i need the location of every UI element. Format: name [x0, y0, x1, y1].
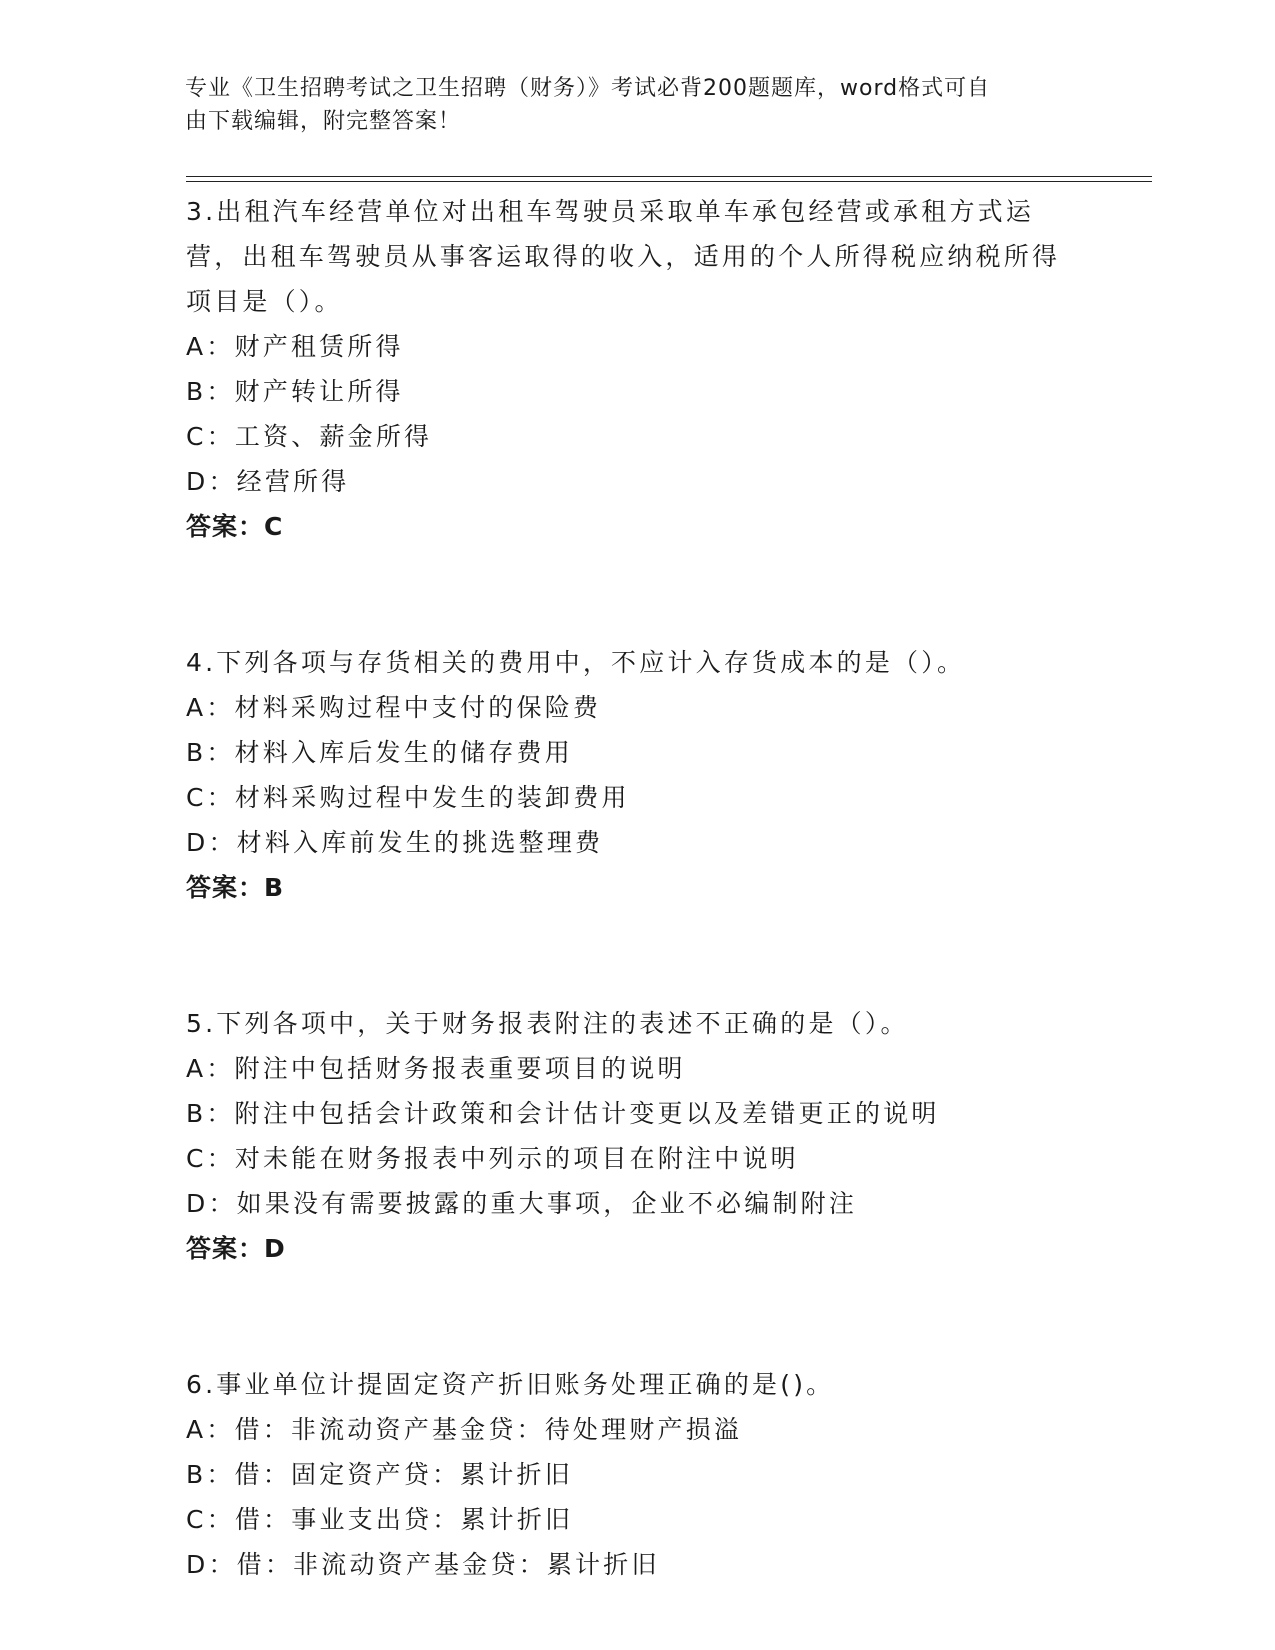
question-text: 4.下列各项与存货相关的费用中，不应计入存货成本的是（）。 — [186, 648, 966, 677]
option-b: B：借：固定资产贷：累计折旧 — [186, 1460, 573, 1489]
answer: 答案：C — [186, 512, 284, 541]
option-b: B：材料入库后发生的储存费用 — [186, 738, 573, 767]
option-a: A：材料采购过程中支付的保险费 — [186, 693, 602, 722]
option-c: C：工资、薪金所得 — [186, 422, 433, 451]
option-a: A：财产租赁所得 — [186, 332, 404, 361]
option-d: D：材料入库前发生的挑选整理费 — [186, 828, 604, 857]
option-a: A：借：非流动资产基金贷：待处理财产损溢 — [186, 1415, 743, 1444]
document-header — [185, 72, 1065, 138]
question-5 — [186, 1001, 1086, 1271]
question-text: 6.事业单位计提固定资产折旧账务处理正确的是()。 — [186, 1370, 835, 1399]
answer: 答案：B — [186, 873, 285, 902]
header-divider-top — [186, 176, 1152, 177]
question-6 — [186, 1362, 1086, 1587]
question-text: 3.出租汽车经营单位对出租车驾驶员采取单车承包经营或承租方式运营，出租车驾驶员从事客运取得的收入，适用的个人所得税应纳税所得项目是（）。 — [186, 197, 1061, 316]
header-line-1: 专业《卫生招聘考试之卫生招聘（财务）》考试必背200题题库，word格式可自 — [185, 76, 991, 101]
question-list — [186, 189, 1086, 1587]
option-d: D：经营所得 — [186, 467, 350, 496]
option-c: C：对未能在财务报表中列示的项目在附注中说明 — [186, 1144, 799, 1173]
option-c: C：材料采购过程中发生的装卸费用 — [186, 783, 630, 812]
option-b: B：财产转让所得 — [186, 377, 404, 406]
question-3 — [186, 189, 1086, 549]
option-d: D：借：非流动资产基金贷：累计折旧 — [186, 1550, 660, 1579]
spacer — [186, 910, 1086, 1001]
option-d: D：如果没有需要披露的重大事项，企业不必编制附注 — [186, 1189, 858, 1218]
answer: 答案：D — [186, 1234, 286, 1263]
option-b: B：附注中包括会计政策和会计估计变更以及差错更正的说明 — [186, 1099, 940, 1128]
header-divider-bottom — [186, 181, 1152, 182]
option-a: A：附注中包括财务报表重要项目的说明 — [186, 1054, 686, 1083]
spacer — [186, 549, 1086, 640]
spacer — [186, 1271, 1086, 1362]
header-line-2: 由下载编辑，附完整答案！ — [185, 109, 462, 134]
question-4 — [186, 640, 1086, 910]
question-text: 5.下列各项中，关于财务报表附注的表述不正确的是（）。 — [186, 1009, 909, 1038]
option-c: C：借：事业支出贷：累计折旧 — [186, 1505, 574, 1534]
